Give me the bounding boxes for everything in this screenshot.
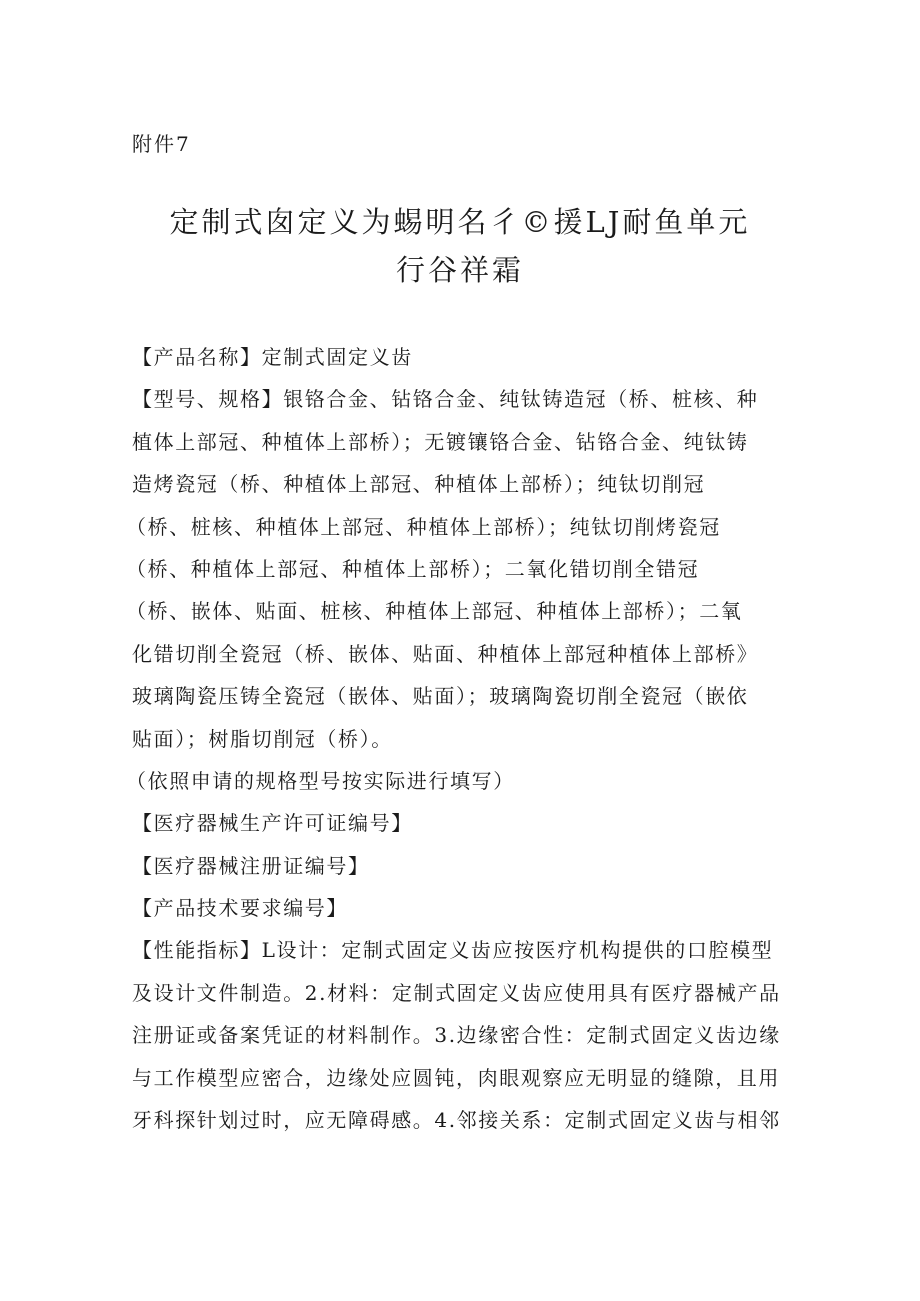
model-spec-line: 植体上部冠、种植体上部桥）；无镀镶铬合金、钻铬合金、纯钛铸 — [132, 429, 749, 454]
model-spec-line: 化错切削全瓷冠（桥、嵌体、贴面、种植体上部冠种植体上部桥》 — [132, 641, 759, 666]
performance-line: 及设计文件制造。2.材料：定制式固定义齿应使用具有医疗器械产品 — [132, 980, 781, 1005]
product-name-line: 【产品名称】定制式固定义齿 — [132, 345, 413, 369]
performance-line: 牙科探针划过时，应无障碍感。4.邻接关系：定制式固定义齿与相邻 — [132, 1108, 781, 1133]
tech-requirement-line: 【产品技术要求编号】 — [132, 896, 348, 921]
model-spec-line: 玻璃陶瓷压铸全瓷冠（嵌体、贴面）；玻璃陶瓷切削全瓷冠（嵌依 — [132, 684, 749, 709]
model-spec-line: （桥、种植体上部冠、种植体上部桥）；二氧化错切削全错冠 — [126, 556, 700, 581]
document-title-line-2: 行谷祥霜 — [395, 253, 524, 287]
fill-note-line: （依照申请的规格型号按实际进行填写） — [126, 768, 515, 793]
registration-cert-line: 【医疗器械注册证编号】 — [132, 853, 370, 878]
performance-line: 注册证或备案凭证的材料制作。3.边缘密合性：定制式固定义齿边缘 — [132, 1023, 781, 1048]
production-license-line: 【医疗器械生产许可证编号】 — [132, 811, 413, 836]
performance-line: 与工作模型应密合，边缘处应圆钝，肉眼观察应无明显的缝隙，且用 — [132, 1065, 780, 1090]
model-spec-line: 造烤瓷冠（桥、种植体上部冠、种植体上部桥）；纯钛切削冠 — [132, 472, 706, 497]
model-spec-line: 贴面）；树脂切削冠（桥）。 — [132, 726, 393, 751]
model-spec-line: 【型号、规格】银铬合金、钻铬合金、纯钛铸造冠（桥、桩核、种 — [132, 387, 759, 412]
attachment-label: 附件7 — [132, 132, 191, 156]
document-body — [126, 336, 792, 1141]
document-title-line-1: 定制式囱定义为蜴明名彳©援LJ耐鱼单元 — [169, 205, 751, 239]
model-spec-line: （桥、嵌体、贴面、桩核、种植体上部冠、种植体上部桥）；二氧 — [126, 599, 743, 624]
performance-line: 【性能指标】L设计：定制式固定义齿应按医疗机构提供的口腔模型 — [132, 938, 774, 963]
model-spec-line: （桥、桩核、种植体上部冠、种植体上部桥）；纯钛切削烤瓷冠 — [126, 514, 721, 539]
